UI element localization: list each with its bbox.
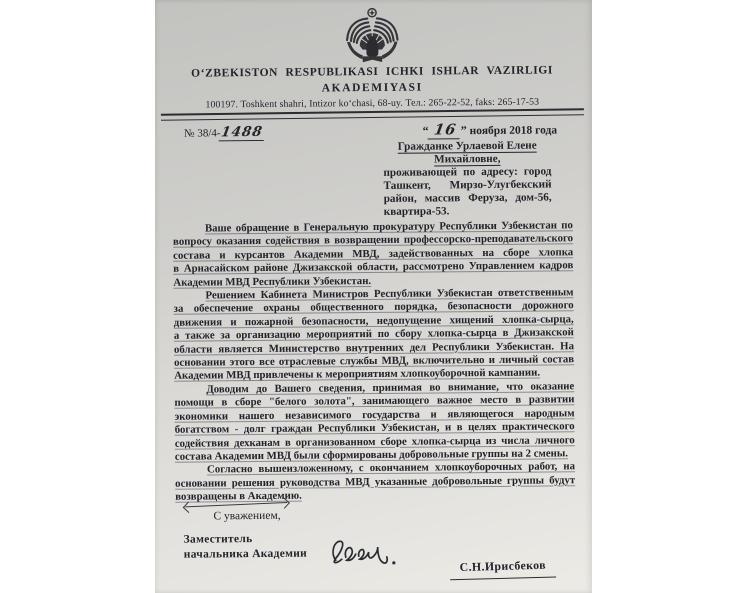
reference-number-handwritten: 1488 [220,123,265,141]
body-line: экономики нашего независимого государства и являющегося народным [174,406,575,423]
date-close-quote: ” [460,123,467,138]
addressee-line: Гражданке Урлаевой Елене [397,139,537,153]
body-line: Ваше обращение в Генеральную прокуратуру Республики Узбекистан по [204,219,573,235]
body-line: движения и пожарной безопасности, недопущение хищений хлопка-сырца, [173,313,574,329]
body-line: Решением Кабинета Министров Республики Узбекистан ответственным [205,286,574,302]
addressee-block [383,139,552,218]
body-line: Доводим до Вашего сведения, принимая во внимание, что оказание [206,380,575,396]
body-line: помощи в сборе "белого золота", занимающего важное место в развитии [174,393,575,410]
body-line: состава Академии МВД были сформированы добровольные группы на 2 смены. [174,447,569,463]
body-line: вопросу оказания содействия в возвращении профессорско-преподавательского [172,232,574,249]
body-line: в Арнасайском районе Джизакской области, рассмотрено Управлением кадров [173,259,574,275]
body-line: области является Министерство внутренних дел Республики Узбекистан. На [173,339,575,356]
addressee-line: квартира-53. [383,205,450,218]
uzbekistan-state-emblem-icon [340,5,403,66]
signature-scribble-icon [326,534,404,571]
letter-body [173,219,575,504]
date-day-handwritten: 16 [427,121,462,139]
addressee-line: проживающей по адресу: город [383,165,552,179]
body-line: Академии МВД привлечены к мероприятиям хлопкоуборочной кампании. [174,367,541,383]
signer-title [184,532,308,563]
body-line: содействия дехканам в организованном сборе хлопка-сырца из числа личного [174,433,575,450]
letterhead-ministry: O‘ZBEKISTON RESPUBLIKASI ICHKI ISHLAR VAZIRLIGI [191,64,554,80]
date-open-quote: “ [422,123,429,138]
signer-title-line2: начальника Академии [183,547,308,561]
letterhead-contact: 100197. Toshkent shahri, Intizor ko‘chasi, 68-uy. Тел.: 265-22-52, faks: 265-17-53 [205,96,540,111]
body-line: основании этого все отраслевые службы МВД, включительно и личный состав [174,353,575,369]
reference-number [184,124,265,142]
date-month-year: ноября 2018 года [469,124,558,138]
letterhead-academy: AKADEMIYASI [321,81,423,95]
signer-title-line1: Заместитель [183,533,253,546]
salutation: С уважением, [213,509,281,523]
letter-page [155,0,592,593]
body-line: состава и курсантов Академии МВД, задействованных на сборе хлопка [173,246,574,262]
body-line: возвращены в Академию. [175,489,302,503]
body-line: а также за организацию мероприятий по сбору хлопка-сырца в Джизакской [173,326,574,342]
addressee-line: район, массив Феруза, дом-56, [383,191,552,205]
letter-date [423,120,558,139]
addressee-line: Ташкент, Мирзо-Улугбекский [383,178,552,192]
body-line: Согласно вышеизложенному, с окончанием хлопкоуборочных работ, на [206,460,576,476]
letter-content [153,0,595,593]
body-line: за обеспечение охраны общественного порядка, безопасности дорожного [173,299,574,316]
body-line: богатством - долг граждан Республики Узбекистан, и в целях практического [174,420,575,436]
reference-number-prefix: № 38/4- [184,127,221,140]
body-line: основании решения руководства МВД указанные добровольные группы будут [175,473,576,490]
reference-row [184,120,557,141]
signer-name: С.Н.Ирисбеков [450,557,556,580]
addressee-line: Михайловне, [434,152,501,166]
body-line: Академии МВД Республики Узбекистан. [173,274,372,289]
